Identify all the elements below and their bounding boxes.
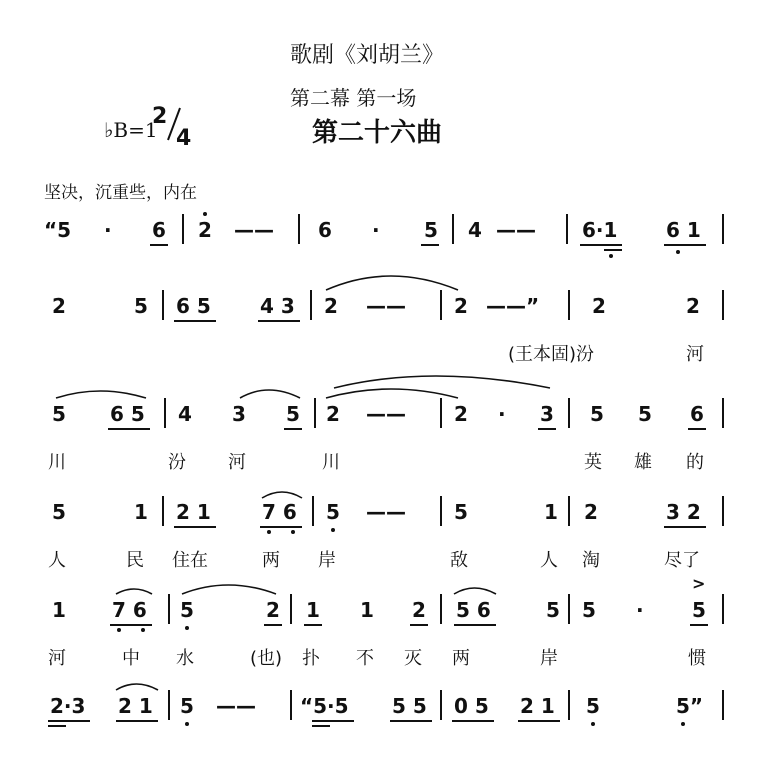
note: 1: [134, 500, 148, 524]
note: 5”: [676, 694, 704, 718]
lyric: 尽了: [664, 550, 700, 571]
note: 5: [52, 500, 66, 524]
note: 5: [582, 598, 596, 622]
note: 3 2: [666, 500, 701, 524]
note: 2: [326, 402, 340, 426]
lyric: (王本固)汾: [508, 344, 595, 365]
dash: ——: [496, 218, 536, 242]
dash: ——: [366, 294, 406, 318]
lyric: 人: [48, 550, 66, 571]
note: ·: [636, 598, 644, 622]
dash: ——: [234, 218, 274, 242]
note: 2: [686, 294, 700, 318]
lyric: 河: [48, 648, 66, 669]
note: 2: [266, 598, 280, 622]
note: 3: [540, 402, 554, 426]
lyric: 川: [48, 452, 66, 473]
note: 2 1: [118, 694, 153, 718]
lyric: 水: [176, 648, 194, 669]
note: 4: [468, 218, 482, 242]
lyric: 英: [584, 452, 602, 473]
dash: ——”: [486, 294, 540, 318]
note: 2 1: [176, 500, 211, 524]
note: 5 6: [456, 598, 491, 622]
note: 2: [584, 500, 598, 524]
lyric: 河: [686, 344, 704, 365]
note: ·: [372, 218, 380, 242]
lyric: 敌: [450, 550, 468, 571]
lyric: 淘: [582, 550, 600, 571]
lyric: 汾: [168, 452, 186, 473]
note: 6·1: [582, 218, 618, 242]
lyric: 岸: [540, 648, 558, 669]
lyric: 的: [686, 452, 704, 473]
note: 6: [152, 218, 166, 242]
note: 2 1: [520, 694, 555, 718]
lyric: 两: [262, 550, 280, 571]
note: 7 6: [262, 500, 297, 524]
note: 1: [306, 598, 320, 622]
note: 5: [454, 500, 468, 524]
note: 6 1: [666, 218, 701, 242]
note: 2: [412, 598, 426, 622]
note: 2: [198, 218, 212, 242]
note: 5: [590, 402, 604, 426]
note: 2: [324, 294, 338, 318]
lyric: 民: [126, 550, 144, 571]
note: 4: [178, 402, 192, 426]
note: 1: [544, 500, 558, 524]
lyric: 人: [540, 550, 558, 571]
meter-bottom: 4: [176, 126, 192, 151]
note: 4 3: [260, 294, 295, 318]
dash: ——: [216, 694, 256, 718]
lyric: 灭: [404, 648, 422, 669]
key-signature: ♭B=1: [104, 118, 158, 142]
lyric: 中: [122, 648, 140, 669]
act-scene: 第二幕 第一场: [290, 86, 417, 110]
note: 2: [454, 402, 468, 426]
piece-number: 第二十六曲: [312, 118, 443, 148]
note: 5: [134, 294, 148, 318]
dash: ——: [366, 402, 406, 426]
note: 6 5: [176, 294, 211, 318]
note: “5·5: [300, 694, 349, 718]
note: 6: [690, 402, 704, 426]
note: 7 6: [112, 598, 147, 622]
opera-title: 歌剧《刘胡兰》: [290, 43, 445, 68]
note: 5: [692, 598, 706, 622]
note: ·: [498, 402, 506, 426]
note: 0 5: [454, 694, 489, 718]
note: 2: [454, 294, 468, 318]
lyric: 扑: [302, 648, 320, 669]
lyric: 住在: [172, 550, 208, 571]
note: 5 5: [392, 694, 427, 718]
note: 5: [424, 218, 438, 242]
note: 2: [592, 294, 606, 318]
lyric: 两: [452, 648, 470, 669]
note: 5: [546, 598, 560, 622]
note: 2·3: [50, 694, 86, 718]
lyric: 河: [228, 452, 246, 473]
note: 2: [52, 294, 66, 318]
meter-top: 2: [152, 104, 168, 129]
note: 6 5: [110, 402, 145, 426]
note: “5: [44, 218, 72, 242]
note: 3: [232, 402, 246, 426]
note: 5: [180, 694, 194, 718]
note: 5: [286, 402, 300, 426]
note: 6: [318, 218, 332, 242]
lyric: 岸: [318, 550, 336, 571]
note: 1: [52, 598, 66, 622]
accent-mark: >: [692, 574, 706, 593]
dash: ——: [366, 500, 406, 524]
note: 5: [638, 402, 652, 426]
note: 5: [52, 402, 66, 426]
note: ·: [104, 218, 112, 242]
lyric: (也): [250, 648, 283, 669]
lyric: 川: [322, 452, 340, 473]
note: 5: [326, 500, 340, 524]
note: 1: [360, 598, 374, 622]
lyric: 惯: [688, 648, 706, 669]
lyric: 雄: [634, 452, 652, 473]
lyric: 不: [356, 648, 374, 669]
tempo-marking: 坚决，沉重些，内在: [44, 183, 197, 203]
note: 5: [586, 694, 600, 718]
note: 5: [180, 598, 194, 622]
